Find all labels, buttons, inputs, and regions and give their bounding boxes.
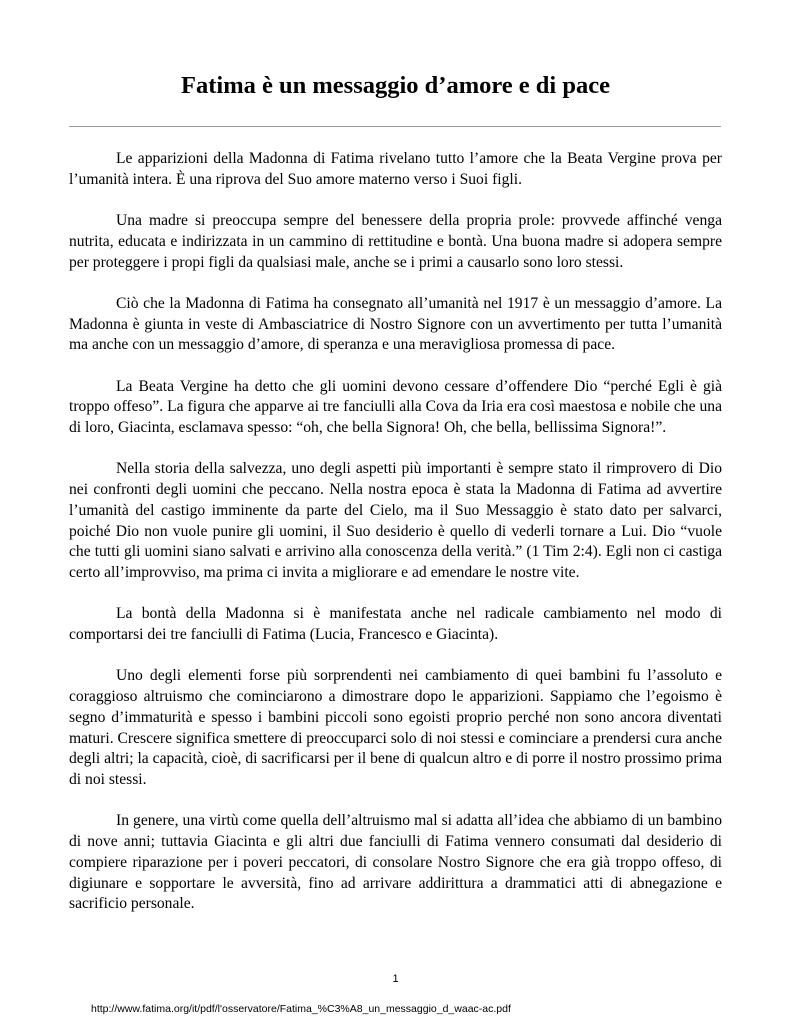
page-number: 1 [392,973,399,985]
paragraph-1: Le apparizioni della Madonna di Fatima rivelano tutto l’amore che la Beata Vergine prova per l’umanità intera. È una riprova del Suo amore materno verso i Suoi figli. [69,150,722,188]
title-divider [69,126,721,127]
source-url: http://www.fatima.org/it/pdf/l'osservatore/Fatima_%C3%A8_un_messaggio_d_waac-ac.pdf [91,1003,511,1015]
document-title: Fatima è un messaggio d’amore e di pace [181,72,610,99]
document-body [69,149,722,936]
paragraph-2: Una madre si preoccupa sempre del benessere della propria prole: provvede affinché venga nutrita, educata e indirizzata in un cammino di rettitudine e bontà. Una buona madre si adopera sempre per proteggere i propi figli da qualsiasi male, anche se i primi a causarlo sono loro stessi. [69,212,722,271]
paragraph-3: Ciò che la Madonna di Fatima ha consegnato all’umanità nel 1917 è un messaggio d’amore. La Madonna è giunta in veste di Ambasciatrice di Nostro Signore con un avvertimento per tutta l’umanità ma anche con un messaggio d’amore, di speranza e una meravigliosa promessa di pace. [69,294,722,354]
paragraph-6: La bontà della Madonna si è manifestata anche nel radicale cambiamento nel modo di comportarsi dei tre fanciulli di Fatima (Lucia, Francesco e Giacinta). [69,605,722,644]
paragraph-7: Uno degli elementi forse più sorprendenti nei cambiamento di quei bambini fu l’assoluto e coraggioso altruismo che cominciarono a dimostrare dopo le apparizioni. Sappiamo che l’egoismo è segno d’immaturità e spesso i bambini piccoli sono egoisti proprio perché non sono ancora diventati maturi. Crescere significa smettere di preoccuparci solo di noi stessi e cominciare a prendersi cura anche degli altri; la capacità, cioè, di sacrificarsi per il bene di qualcun altro e di porre il nostro prossimo prima di noi stessi. [69,667,722,788]
paragraph-4: La Beata Vergine ha detto che gli uomini devono cessare d’offendere Dio “perché Egli è già troppo offeso”. La figura che apparve ai tre fanciulli alla Cova da Iria era così maestosa e nobile che una di loro, Giacinta, esclamava spesso: “oh, che bella Signora! Oh, che bella, bellissima Signora!”. [69,377,722,437]
paragraph-8: In genere, una virtù come quella dell’altruismo mal si adatta all’idea che abbiamo di un bambino di nove anni; tuttavia Giacinta e gli altri due fanciulli di Fatima vennero consumati dal desiderio di compiere riparazione per i poveri peccatori, di consolare Nostro Signore che era già troppo offeso, di digiunare e sopportare le avversità, fino ad arrivare addirittura a drammatici atti di abnegazione e sacrificio personale. [69,812,722,913]
paragraph-5: Nella storia della salvezza, uno degli aspetti più importanti è sempre stato il rimprovero di Dio nei confronti degli uomini che peccano. Nella nostra epoca è stata la Madonna di Fatima ad avvertire l’umanità del castigo imminente da parte del Cielo, ma il Suo Messaggio è stato dato per salvarci, poiché Dio non vuole punire gli uomini, il Suo desiderio è quello di vederli tornare a Lui. Dio “vuole che tutti gli uomini siano salvati e arrivino alla conoscenza della verità.” (1 Tim 2:4). Egli non ci castiga certo all’improvviso, ma prima ci invita a migliorare e ad emendare le nostre vite. [69,460,722,581]
